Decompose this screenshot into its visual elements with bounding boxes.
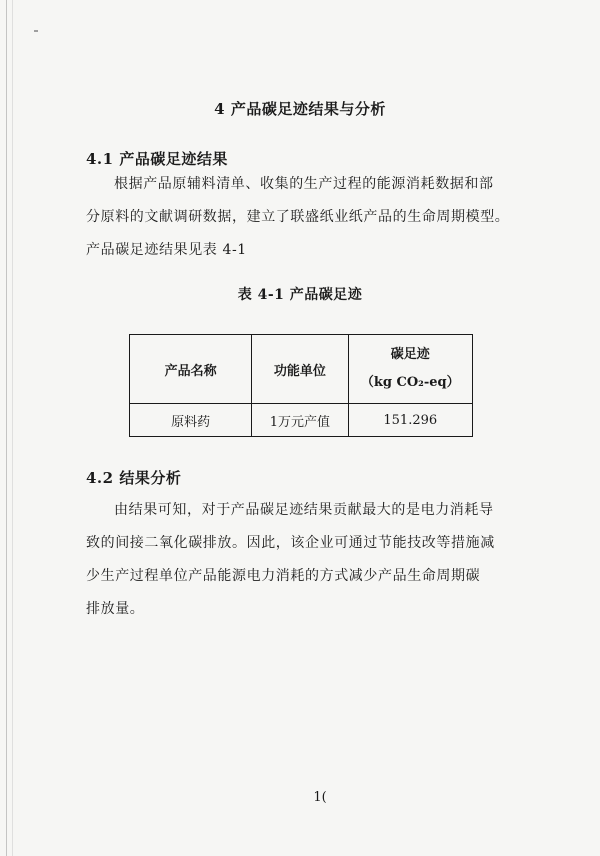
header-product-name: 产品名称 [130,335,252,404]
page-number: 1( [313,790,327,805]
cell-product-name: 原料药 [130,404,252,437]
header-carbon-footprint [348,335,472,404]
header-carbon-label: 碳足迹 [390,347,430,362]
section-title: 4.2 结果分析 [86,469,182,487]
carbon-footprint-table [129,334,473,437]
table-caption: 表 4-1 产品碳足迹 [237,287,363,303]
paragraph-line: 产品碳足迹结果见表 4-1 [86,242,247,258]
paragraph [86,168,526,267]
cell-carbon-value: 151.296 [348,404,472,437]
section-title: 4.1 产品碳足迹结果 [86,150,228,168]
table-header-row [130,335,473,404]
paragraph-line: 致的间接二氧化碳排放。因此，该企业可通过节能技改等措施减 [86,535,495,551]
chapter-title: 4 产品碳足迹结果与分析 [214,100,386,118]
header-functional-unit: 功能单位 [252,335,348,404]
paragraph-line: 根据产品原辅料清单、收集的生产过程的能源消耗数据和部 [114,176,494,192]
cell-functional-unit: 1万元产值 [252,404,348,437]
table-row [130,404,473,437]
paragraph-line: 由结果可知，对于产品碳足迹结果贡献最大的是电力消耗导 [114,502,494,518]
scan-edge [6,0,7,856]
scan-speck [34,30,38,32]
paragraph-line: 排放量。 [86,601,145,617]
header-carbon-unit: （kg CO₂-eq） [360,375,460,390]
paragraph-line: 少生产过程单位产品能源电力消耗的方式减少产品生命周期碳 [86,568,481,584]
paragraph [86,494,526,626]
paragraph-line: 分原料的文献调研数据，建立了联盛纸业纸产品的生命周期模型。 [86,209,510,225]
scan-edge [12,0,13,856]
